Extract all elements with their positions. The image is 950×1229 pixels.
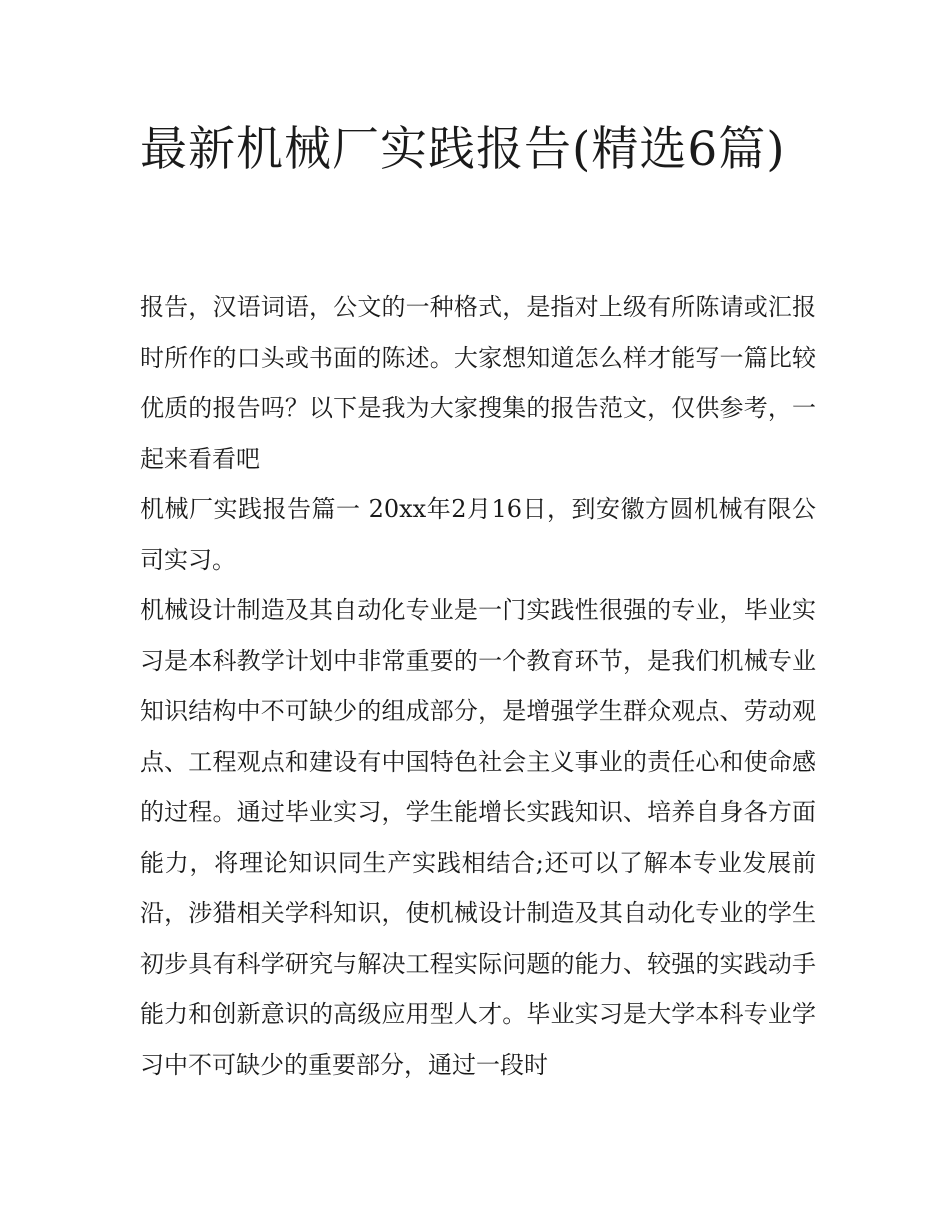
chapter-one-paragraph: 机械厂实践报告篇一 20xx年2月16日，到安徽方圆机械有限公司实习。: [140, 495, 816, 574]
page-title: 最新机械厂实践报告(精选6篇): [140, 122, 786, 177]
document-body: [140, 282, 816, 1090]
body-paragraph: 机械设计制造及其自动化专业是一门实践性很强的专业，毕业实习是本科教学计划中非常重要的一个教育环节，是我们机械专业知识结构中不可缺少的组成部分，是增强学生群众观点、劳动观点、工程观点和建设有中国特色社会主义事业的责任心和使命感的过程。通过毕业实习，学生能增长实践知识、培养自身各方面能力，将理论知识同生产实践相结合;还可以了解本专业发展前沿，涉猎相关学科知识，使机械设计制造及其自动化专业的学生初步具有科学研究与解决工程实际问题的能力、较强的实践动手能力和创新意识的高级应用型人才。毕业实习是大学本科专业学习中不可缺少的重要部分，通过一段时: [140, 596, 816, 1079]
intro-paragraph: 报告，汉语词语，公文的一种格式，是指对上级有所陈请或汇报时所作的口头或书面的陈述。大家想知道怎么样才能写一篇比较优质的报告吗？以下是我为大家搜集的报告范文，仅供参考，一起来看看吧: [140, 293, 816, 473]
